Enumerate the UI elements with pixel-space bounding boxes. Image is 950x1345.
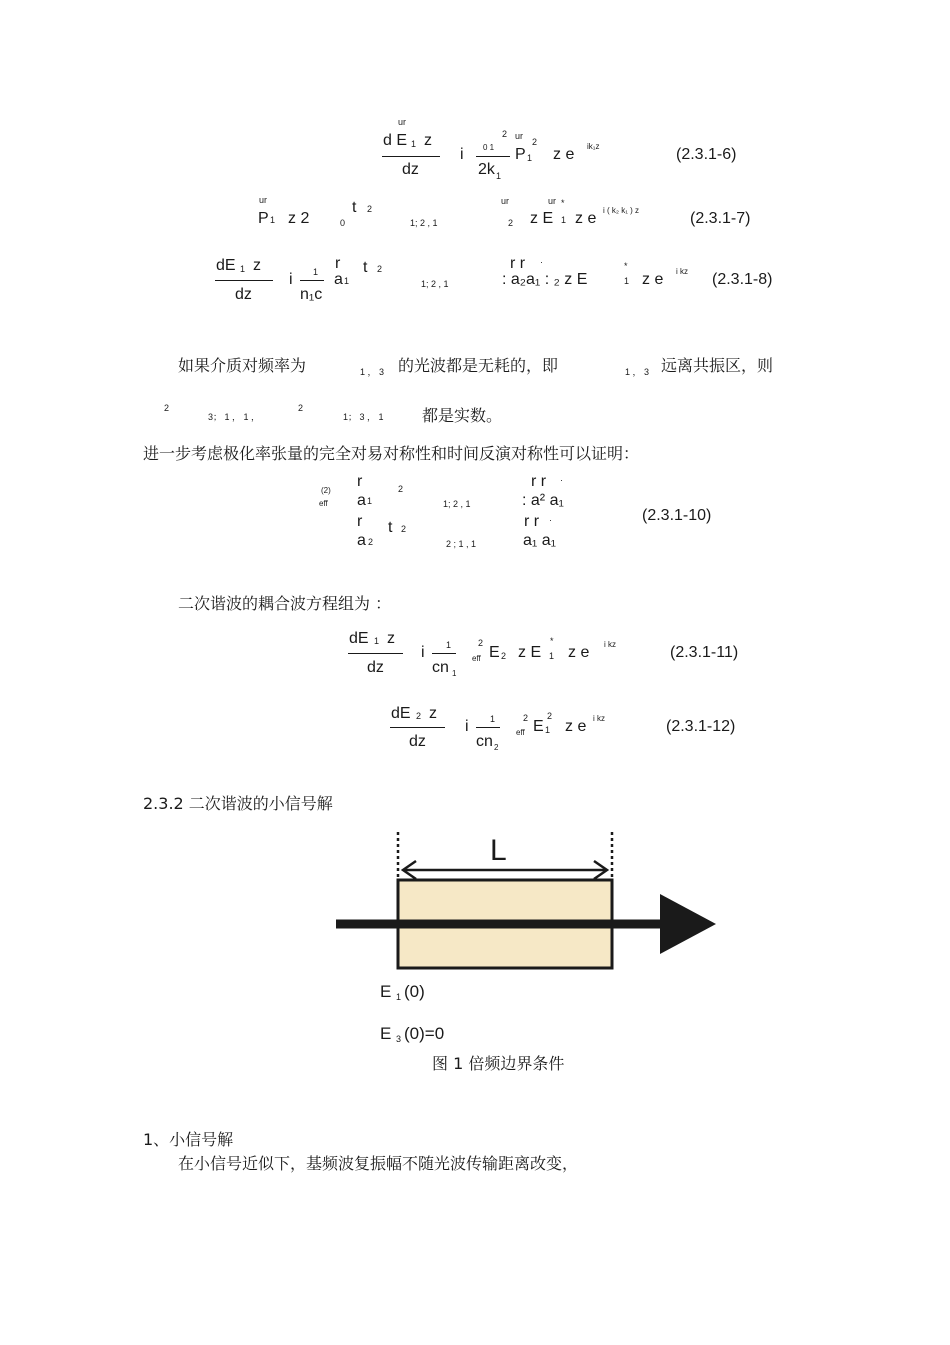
conjugate-mark: * xyxy=(624,261,628,271)
fraction-denominator: dz xyxy=(367,659,384,676)
superscript: 2 xyxy=(502,129,508,139)
equation-number: (2.3.1-6) xyxy=(676,146,737,163)
vector-mark: r xyxy=(357,473,363,490)
equation-number: (2.3.1-11) xyxy=(670,644,739,661)
variable: t xyxy=(352,199,357,216)
subscript: 1 xyxy=(374,636,380,646)
subscript: 1 xyxy=(452,669,457,678)
beam-arrowhead xyxy=(660,894,716,954)
vector-product: : a² a₁ xyxy=(522,492,564,509)
equation-number: (2.3.1-10) xyxy=(642,507,712,524)
polarization-unit-vector: a xyxy=(334,271,343,288)
vector-product: a₁ a₁ xyxy=(523,532,557,549)
subscript: 1 xyxy=(411,139,417,149)
equation-tail: z e xyxy=(565,718,587,735)
vector-mark: ur xyxy=(501,196,510,206)
field-term: z E xyxy=(518,644,542,661)
polarization-unit-vector: a xyxy=(357,532,366,549)
coefficient-denominator: 2k xyxy=(478,161,495,178)
variable: t xyxy=(363,259,368,276)
equation-number: (2.3.1-8) xyxy=(712,271,773,288)
paragraph-text: 都是实数。 xyxy=(422,406,503,425)
fraction-numerator: dE xyxy=(391,705,411,722)
equation-number: (2.3.1-12) xyxy=(666,718,736,735)
frequency-indices: 1; 2 , 1 xyxy=(443,499,471,509)
e3-label: E xyxy=(380,1024,392,1043)
fraction-numerator: d E xyxy=(383,132,408,149)
fraction-bar xyxy=(476,156,510,157)
paragraph-symmetry: 进一步考虑极化率张量的完全对易对称性和时间反演对称性可以证明： xyxy=(143,444,640,463)
frequency-indices: 1 ， 3 xyxy=(625,367,650,377)
superscript: 2 xyxy=(298,403,304,413)
vector-mark: ur xyxy=(259,195,268,205)
superscript: 2 xyxy=(367,204,373,214)
vector-marks: r r xyxy=(531,473,547,490)
frequency-indices: 3； 1 ， 1 ， xyxy=(208,412,261,422)
imaginary-unit: i xyxy=(460,146,464,163)
paragraph-text: 远离共振区，则 xyxy=(661,356,774,375)
section-heading: 2.3.2 二次谐波的小信号解 xyxy=(143,794,333,813)
subscript: 1 xyxy=(549,651,555,661)
subscript: 1 xyxy=(367,496,373,506)
paragraph-coupled-equations: 二次谐波的耦合波方程组为 ： xyxy=(178,594,392,613)
subscript: 1 xyxy=(496,171,502,181)
e1-subscript: 1 xyxy=(396,992,402,1002)
exponent: ik₁z xyxy=(587,142,600,151)
variable: z xyxy=(253,257,261,274)
figure-caption: 图 1 倍频边界条件 xyxy=(432,1054,565,1073)
field-term: z E xyxy=(530,210,554,227)
superscript: 2 xyxy=(547,711,553,721)
e3-value: (0)=0 xyxy=(404,1024,445,1043)
variable: z xyxy=(387,630,395,647)
equation-tail: z e xyxy=(575,210,597,227)
fraction-denominator: cn xyxy=(476,733,493,750)
coefficient-top: 0 1 xyxy=(483,143,495,152)
subscript: 2 xyxy=(416,711,422,721)
superscript: 2 xyxy=(398,484,404,494)
variable: z xyxy=(429,705,437,722)
length-label: L xyxy=(490,834,507,867)
paragraph-small-signal: 在小信号近似下，基频波复振幅不随光波传输距离改变， xyxy=(178,1154,579,1173)
subscript: 1 xyxy=(545,725,551,735)
equation-number: (2.3.1-7) xyxy=(690,210,751,227)
superscript: 2 xyxy=(523,713,529,723)
subscript: 1 xyxy=(561,215,567,225)
dot-mark: · xyxy=(540,257,543,267)
paragraph-text: 的光波都是无耗的，即 xyxy=(398,356,559,375)
fraction-top: 1 xyxy=(490,714,496,724)
superscript: 2 xyxy=(377,264,383,274)
equation-tail: z e xyxy=(553,146,575,163)
list-item-small-signal: 1、小信号解 xyxy=(143,1130,234,1149)
vector-mark: ur xyxy=(548,196,557,206)
fraction-bar xyxy=(476,727,500,728)
equation-tail: z e xyxy=(568,644,590,661)
fraction-denominator: dz xyxy=(235,286,252,303)
superscript: 2 xyxy=(478,638,484,648)
vector-mark: ur xyxy=(398,117,407,127)
field-symbol: E xyxy=(489,644,500,661)
paragraph-text: 如果介质对频率为 xyxy=(178,356,307,375)
exponent: i kz xyxy=(604,640,616,649)
imaginary-unit: i xyxy=(465,718,469,735)
subscript: 0 xyxy=(340,218,346,228)
exponent: i ( k₂ k₁ ) z xyxy=(603,206,640,215)
frequency-indices: 1 ， 3 xyxy=(360,367,385,377)
conjugate-mark: * xyxy=(561,198,565,208)
fraction-numerator: dE xyxy=(349,630,369,647)
fraction-bar xyxy=(348,653,403,654)
frequency-indices: 1； 3 ， 1 xyxy=(343,412,384,422)
subscript: 1 xyxy=(344,276,350,286)
subscript: 2 xyxy=(368,537,374,547)
fraction-denominator: dz xyxy=(409,733,426,750)
frequency-indices: 1; 2 , 1 xyxy=(421,279,449,289)
e1-value: (0) xyxy=(404,982,425,1001)
superscript: 2 xyxy=(508,218,514,228)
frequency-indices: 1; 2 , 1 xyxy=(410,218,438,228)
subscript: 1 xyxy=(240,264,246,274)
superscript: 2 xyxy=(532,137,538,147)
imaginary-unit: i xyxy=(421,644,425,661)
equation-body: z 2 xyxy=(288,210,310,227)
e3-subscript: 3 xyxy=(396,1034,402,1044)
vector-marks: r r xyxy=(510,255,526,272)
polarization-symbol: P xyxy=(258,210,269,227)
fraction-denominator: n₁c xyxy=(300,286,323,303)
fraction-bar xyxy=(382,156,440,157)
e1-label: E xyxy=(380,982,392,1001)
subscript: 1 xyxy=(270,215,276,225)
vector-marks: r r xyxy=(524,513,540,530)
subscript: 1 xyxy=(527,153,533,163)
variable: t xyxy=(388,519,393,536)
fraction-denominator: dz xyxy=(402,161,419,178)
subscript: 1 xyxy=(624,276,630,286)
superscript: 2 xyxy=(164,403,170,413)
exponent: i kz xyxy=(593,714,605,723)
fraction-top: 1 xyxy=(313,267,319,277)
variable: z xyxy=(424,132,432,149)
fraction-bar xyxy=(390,727,445,728)
frequency-indices: 2 ; 1 , 1 xyxy=(446,539,477,549)
polarization-unit-vector: a xyxy=(357,492,366,509)
subscript: eff xyxy=(319,499,328,508)
subscript: 2 xyxy=(494,743,499,752)
subscript: 2 xyxy=(501,651,507,661)
vector-mark: ur xyxy=(515,131,524,141)
field-symbol: E xyxy=(533,718,544,735)
vector-ratio: : a₂a₁ : ₂ z E xyxy=(502,271,588,288)
dot-mark: · xyxy=(549,515,552,525)
conjugate-mark: * xyxy=(550,636,554,646)
fraction-bar xyxy=(300,280,324,281)
fraction-bar xyxy=(432,653,456,654)
dot-mark: · xyxy=(560,475,563,485)
subscript: eff xyxy=(472,654,481,663)
vector-mark: r xyxy=(357,513,363,530)
exponent: i kz xyxy=(676,267,688,276)
fraction-denominator: cn xyxy=(432,659,449,676)
polarization-symbol: P xyxy=(515,146,526,163)
vector-mark: r xyxy=(335,255,341,272)
fraction-numerator: dE xyxy=(216,257,236,274)
subscript: eff xyxy=(516,728,525,737)
superscript: 2 xyxy=(401,524,407,534)
superscript: (2) xyxy=(321,486,331,495)
fraction-bar xyxy=(215,280,273,281)
equation-tail: z e xyxy=(642,271,664,288)
fraction-top: 1 xyxy=(446,640,452,650)
figure-diagram xyxy=(330,828,730,978)
imaginary-unit: i xyxy=(289,271,293,288)
